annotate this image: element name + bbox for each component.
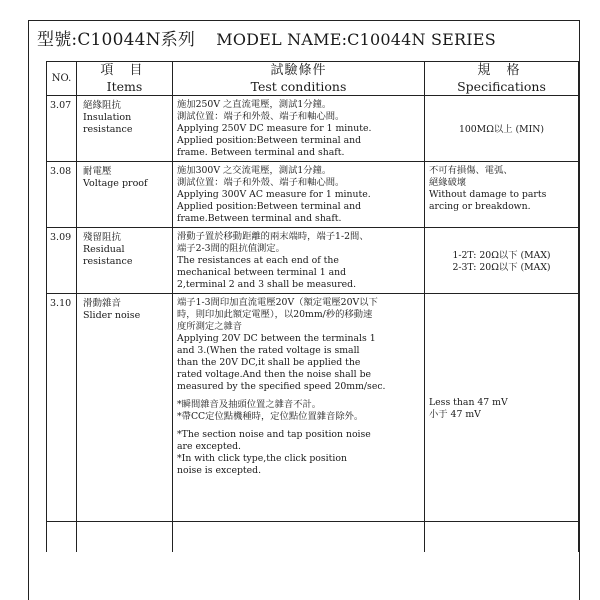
header-conditions bbox=[173, 62, 425, 96]
table-row bbox=[47, 294, 579, 522]
row-specification bbox=[425, 228, 579, 294]
document-title bbox=[37, 25, 496, 50]
condition-line: than the 20V DC,it shall be applied the bbox=[177, 357, 361, 368]
header-spec-cn: 規 格 bbox=[477, 63, 526, 78]
header-conditions-cn: 試驗條件 bbox=[270, 63, 327, 78]
header-no: NO. bbox=[47, 62, 77, 96]
condition-note: *The section noise and tap position noise bbox=[177, 429, 371, 440]
condition-line: 測試位置：端子和外殼、端子和軸心間。 bbox=[177, 177, 345, 188]
item-name-cn: 殘留阻抗 bbox=[83, 232, 122, 243]
condition-line: frame. Between terminal and shaft. bbox=[177, 147, 345, 158]
test-conditions-table bbox=[46, 61, 579, 552]
item-name-en: Insulation bbox=[83, 112, 132, 123]
spec-line: 小于 47 mV bbox=[429, 409, 481, 420]
row-number: 3.10 bbox=[47, 294, 77, 522]
condition-note: noise is excepted. bbox=[177, 465, 262, 476]
row-specification bbox=[425, 162, 579, 228]
condition-line: Applying 250V DC measure for 1 minute. bbox=[177, 123, 372, 134]
condition-line: 端子1-3間印加直流電壓20V（額定電壓20V以下 bbox=[177, 297, 378, 308]
condition-line: 端子2-3間的阻抗值測定。 bbox=[177, 243, 285, 254]
row-conditions bbox=[173, 96, 425, 162]
spec-line: Without damage to parts bbox=[429, 189, 547, 200]
condition-line: Applied position:Between terminal and bbox=[177, 201, 362, 212]
spec-line: arcing or breakdown. bbox=[429, 201, 531, 212]
spec-line: 1-2T: 20Ω以下 (MAX) bbox=[452, 250, 551, 261]
spec-line: 100MΩ以上 (MIN) bbox=[458, 124, 545, 135]
row-specification bbox=[425, 294, 579, 522]
spec-line: Less than 47 mV bbox=[429, 397, 508, 408]
table-row bbox=[47, 228, 579, 294]
table-row bbox=[47, 162, 579, 228]
item-name-cn: 絕緣阻抗 bbox=[83, 100, 122, 111]
condition-line: 滑動子置於移動距離的兩末端時，端子1-2間、 bbox=[177, 231, 369, 242]
condition-line: 度所測定之雜音 bbox=[177, 321, 243, 332]
row-item bbox=[77, 294, 173, 522]
header-items-en: Items bbox=[106, 79, 143, 94]
spec-line: 不可有損傷、電弧、 bbox=[429, 165, 513, 176]
row-item bbox=[77, 96, 173, 162]
condition-line: Applied position:Between terminal and bbox=[177, 135, 362, 146]
condition-note: *瞬間雜音及抽頭位置之雜音不計。 bbox=[177, 399, 322, 410]
condition-line: Applying 20V DC between the terminals 1 bbox=[177, 333, 376, 344]
row-specification bbox=[425, 96, 579, 162]
row-number: 3.09 bbox=[47, 228, 77, 294]
row-number: 3.08 bbox=[47, 162, 77, 228]
table-row bbox=[47, 96, 579, 162]
model-title-en: MODEL NAME:C10044N SERIES bbox=[216, 30, 496, 49]
condition-line: mechanical between terminal 1 and bbox=[177, 267, 347, 278]
row-item bbox=[77, 228, 173, 294]
condition-line: 測試位置：端子和外殼、端子和軸心間。 bbox=[177, 111, 345, 122]
condition-line: 施加300V 之交流電壓，測試1分鐘。 bbox=[177, 165, 332, 176]
condition-line: Applying 300V AC measure for 1 minute. bbox=[177, 189, 371, 200]
condition-note: *In with click type,the click position bbox=[177, 453, 347, 464]
row-item bbox=[77, 162, 173, 228]
spec-line: 2-3T: 20Ω以下 (MAX) bbox=[452, 262, 551, 273]
row-conditions bbox=[173, 228, 425, 294]
item-name-cn: 滑動雜音 bbox=[83, 298, 122, 309]
row-number: 3.07 bbox=[47, 96, 77, 162]
item-name-en: Voltage proof bbox=[83, 178, 148, 189]
condition-line: measured by the specified speed 20mm/sec. bbox=[177, 381, 386, 392]
condition-line: 施加250V 之直流電壓，測試1分鐘。 bbox=[177, 99, 332, 110]
condition-line: rated voltage.And then the noise shall be bbox=[177, 369, 372, 380]
header-specifications bbox=[425, 62, 579, 96]
header-conditions-en: Test conditions bbox=[250, 79, 347, 94]
header-items bbox=[77, 62, 173, 96]
row-conditions bbox=[173, 294, 425, 522]
row-conditions bbox=[173, 162, 425, 228]
table-row bbox=[47, 522, 579, 553]
header-items-cn: 項 目 bbox=[100, 63, 149, 78]
condition-line: 時，則印加此額定電壓），以20mm/秒的移動速 bbox=[177, 309, 373, 320]
condition-line: 2,terminal 2 and 3 shall be measured. bbox=[177, 279, 357, 290]
condition-note: are excepted. bbox=[177, 441, 241, 452]
header-spec-en: Specifications bbox=[457, 79, 546, 94]
document-page bbox=[28, 20, 580, 600]
table-header-row bbox=[47, 62, 579, 96]
condition-line: and 3.(When the rated voltage is small bbox=[177, 345, 360, 356]
item-name-en: Residual bbox=[83, 244, 125, 255]
item-name-en: Slider noise bbox=[83, 310, 141, 321]
item-name-en: resistance bbox=[83, 124, 133, 135]
item-name-en: resistance bbox=[83, 256, 133, 267]
condition-line: frame.Between terminal and shaft. bbox=[177, 213, 342, 224]
item-name-cn: 耐電壓 bbox=[83, 166, 112, 177]
condition-note: *帶CC定位點機種時，定位點位置雜音除外。 bbox=[177, 411, 364, 422]
spec-line: 絕緣破壞 bbox=[429, 177, 467, 188]
condition-line: The resistances at each end of the bbox=[177, 255, 339, 266]
model-title-cn: 型號:C10044N系列 bbox=[37, 30, 196, 50]
